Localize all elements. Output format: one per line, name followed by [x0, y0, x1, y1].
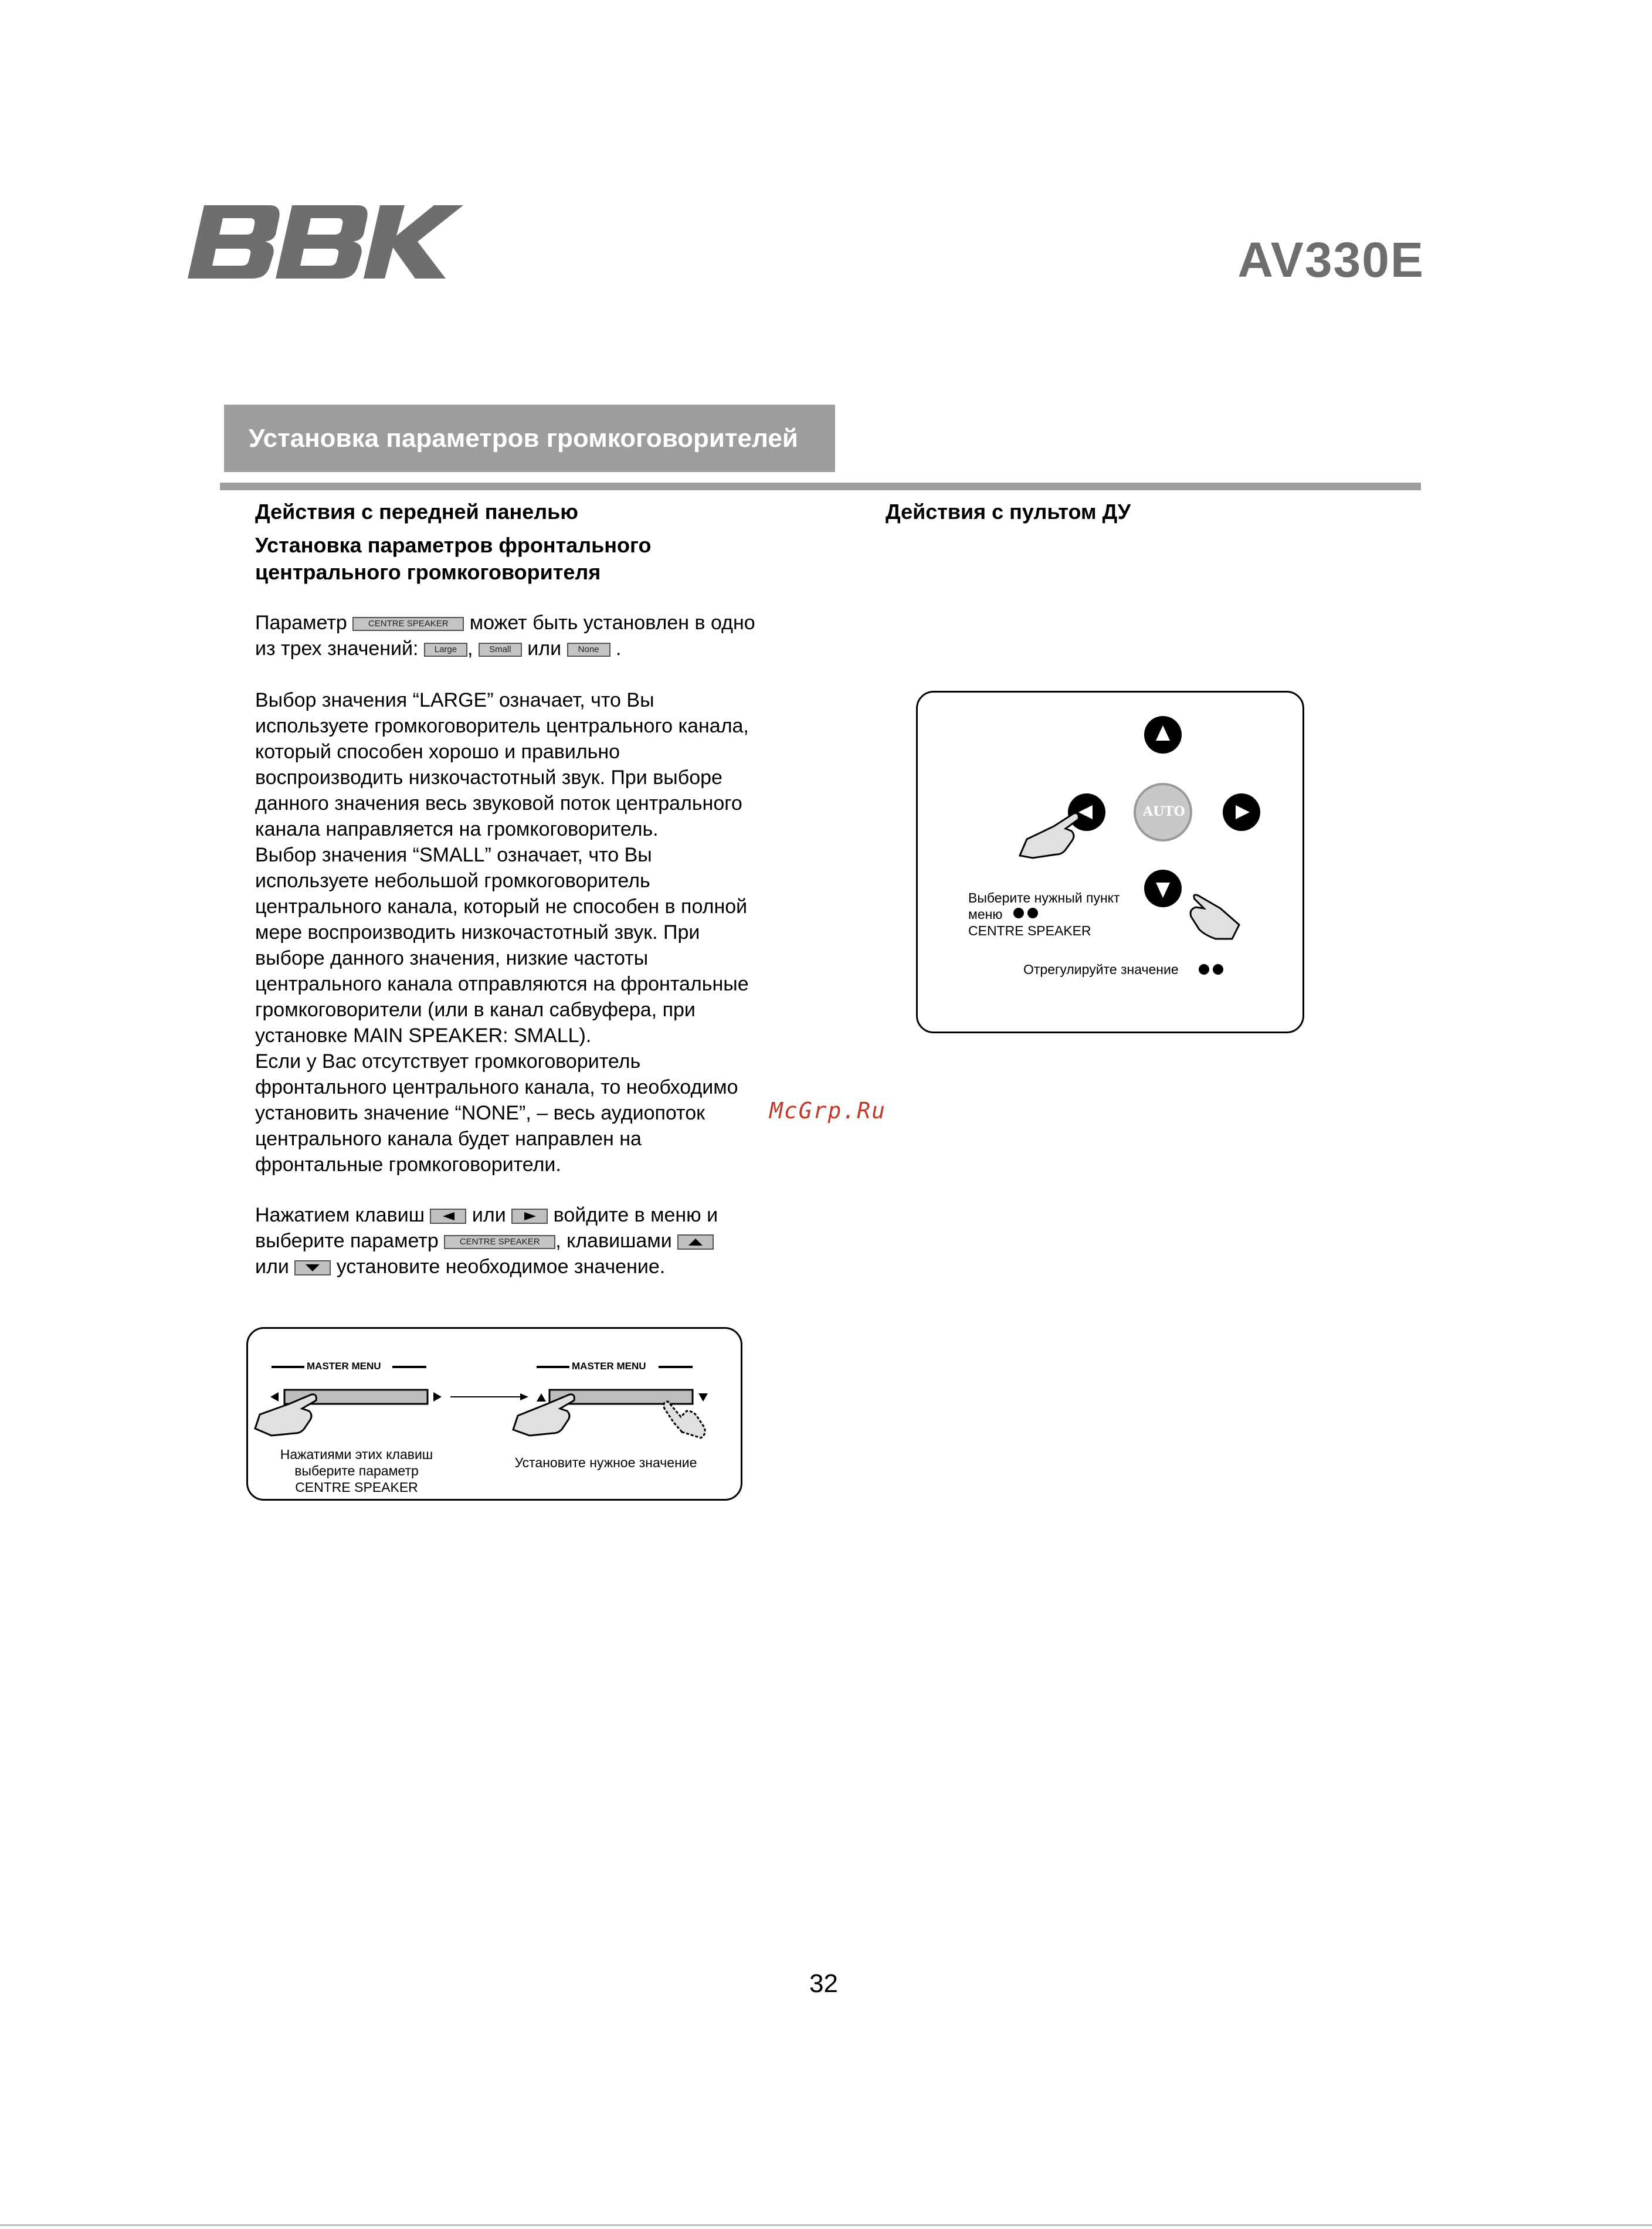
- paragraph-line: канала направляется на громкоговоритель.: [255, 818, 659, 840]
- paragraph-line: громкоговорители (или в канал сабвуфера, при: [255, 999, 696, 1021]
- left-heading: Действия с передней панелью: [255, 500, 578, 524]
- paragraph-line: Выбор значения “LARGE” означает, что Вы: [255, 689, 654, 711]
- paragraph-line: используете громкоговоритель центрального канала,: [255, 715, 749, 737]
- up-button-icon: [1144, 716, 1182, 754]
- watermark: McGrp.Ru: [769, 1098, 887, 1124]
- centre-speaker-key: CENTRE SPEAKER: [444, 1235, 555, 1249]
- menu-label-left: MASTER MENU: [304, 1358, 384, 1375]
- comma: ,: [467, 637, 473, 660]
- front-panel-diagram: [246, 1327, 742, 1501]
- paragraph-line: фронтального центрального канала, то необходимо: [255, 1076, 738, 1098]
- left-arrow-key: [430, 1209, 466, 1224]
- caption-line: Нажатиями этих клавиш: [280, 1447, 433, 1462]
- hand-pointer-icon: [1020, 813, 1078, 858]
- page-number: 32: [809, 1969, 838, 1998]
- text: из трех значений:: [255, 637, 419, 660]
- paragraph-line: фронтальные громкоговорители.: [255, 1153, 561, 1176]
- paragraph-2: [255, 687, 749, 1178]
- model-name: AV330E: [1237, 232, 1424, 287]
- text: , клавишами: [555, 1230, 672, 1252]
- paragraph-line: мере воспроизводить низкочастотный звук. При: [255, 921, 700, 944]
- text: может быть установлен в одно: [469, 612, 755, 634]
- text: установите необходимое значение.: [336, 1256, 666, 1278]
- down-arrow-key: [294, 1260, 331, 1275]
- caption-line: CENTRE SPEAKER: [968, 923, 1091, 938]
- left-subheading-line2: центрального громкоговорителя: [255, 560, 601, 584]
- divider: [220, 483, 1421, 490]
- caption-line: меню: [968, 907, 1003, 922]
- menu-label-right: MASTER MENU: [569, 1358, 649, 1375]
- up-arrow-key: [677, 1234, 714, 1250]
- caption-line: CENTRE SPEAKER: [295, 1480, 418, 1495]
- caption-line: выберите параметр: [294, 1463, 419, 1478]
- small-key: Small: [479, 643, 522, 657]
- right-arrow-key: [511, 1209, 548, 1224]
- right-button-icon: [1223, 793, 1260, 831]
- page-edge: [0, 2224, 1652, 2226]
- remote-caption-2: Отрегулируйте значение: [1023, 962, 1179, 977]
- large-key: Large: [424, 643, 467, 657]
- caption-line: Выберите нужный пункт: [968, 890, 1120, 905]
- paragraph-line: используете небольшой громкоговоритель: [255, 870, 650, 892]
- paragraph-line: данного значения весь звуковой поток центрального: [255, 792, 742, 815]
- paragraph-line: воспроизводить низкочастотный звук. При выборе: [255, 766, 722, 789]
- remote-diagram: [916, 691, 1304, 1033]
- hand-pointer-icon: [1190, 895, 1239, 939]
- paragraph-1: [255, 610, 755, 661]
- paragraph-line: центрального канала, который не способен в полной: [255, 895, 748, 918]
- centre-speaker-key: CENTRE SPEAKER: [352, 617, 464, 631]
- remote-caption-1: [968, 890, 1120, 939]
- hand-pointer-icon: [664, 1402, 705, 1438]
- or-text: или: [471, 1204, 506, 1226]
- text: выберите параметр: [255, 1230, 439, 1252]
- text: Параметр: [255, 612, 347, 634]
- or-text: или: [255, 1256, 289, 1278]
- text: войдите в меню и: [553, 1204, 718, 1226]
- left-subheading: [255, 532, 652, 586]
- text: Нажатием клавиш: [255, 1204, 425, 1226]
- paragraph-line: центрального канала будет направлен на: [255, 1128, 642, 1150]
- paragraph-line: центрального канала отправляются на фронтальные: [255, 973, 749, 995]
- paragraph-line: Выбор значения “SMALL” означает, что Вы: [255, 844, 652, 866]
- left-subheading-line1: Установка параметров фронтального: [255, 533, 652, 557]
- paragraph-line: который способен хорошо и правильно: [255, 741, 620, 763]
- or-text: или: [527, 637, 562, 660]
- caption-left: [272, 1446, 442, 1495]
- right-heading: Действия с пультом ДУ: [886, 500, 1131, 524]
- paragraph-line: установить значение “NONE”, – весь аудиопоток: [255, 1102, 705, 1124]
- auto-label: AUTO: [1143, 804, 1185, 819]
- brand-logo: [188, 205, 463, 279]
- none-key: None: [567, 643, 610, 657]
- down-button-icon: [1144, 870, 1182, 907]
- caption-right: Установите нужное значение: [514, 1455, 697, 1470]
- paragraph-3: [255, 1202, 718, 1280]
- left-right-mini-icons: [1199, 964, 1223, 975]
- left-button-icon: [1068, 793, 1105, 831]
- section-title: Установка параметров громкоговорителей: [224, 405, 835, 472]
- paragraph-line: установке MAIN SPEAKER: SMALL).: [255, 1024, 592, 1047]
- period: .: [616, 637, 622, 660]
- paragraph-line: выборе данного значения, низкие частоты: [255, 947, 649, 969]
- paragraph-line: Если у Вас отсутствует громкоговоритель: [255, 1050, 641, 1073]
